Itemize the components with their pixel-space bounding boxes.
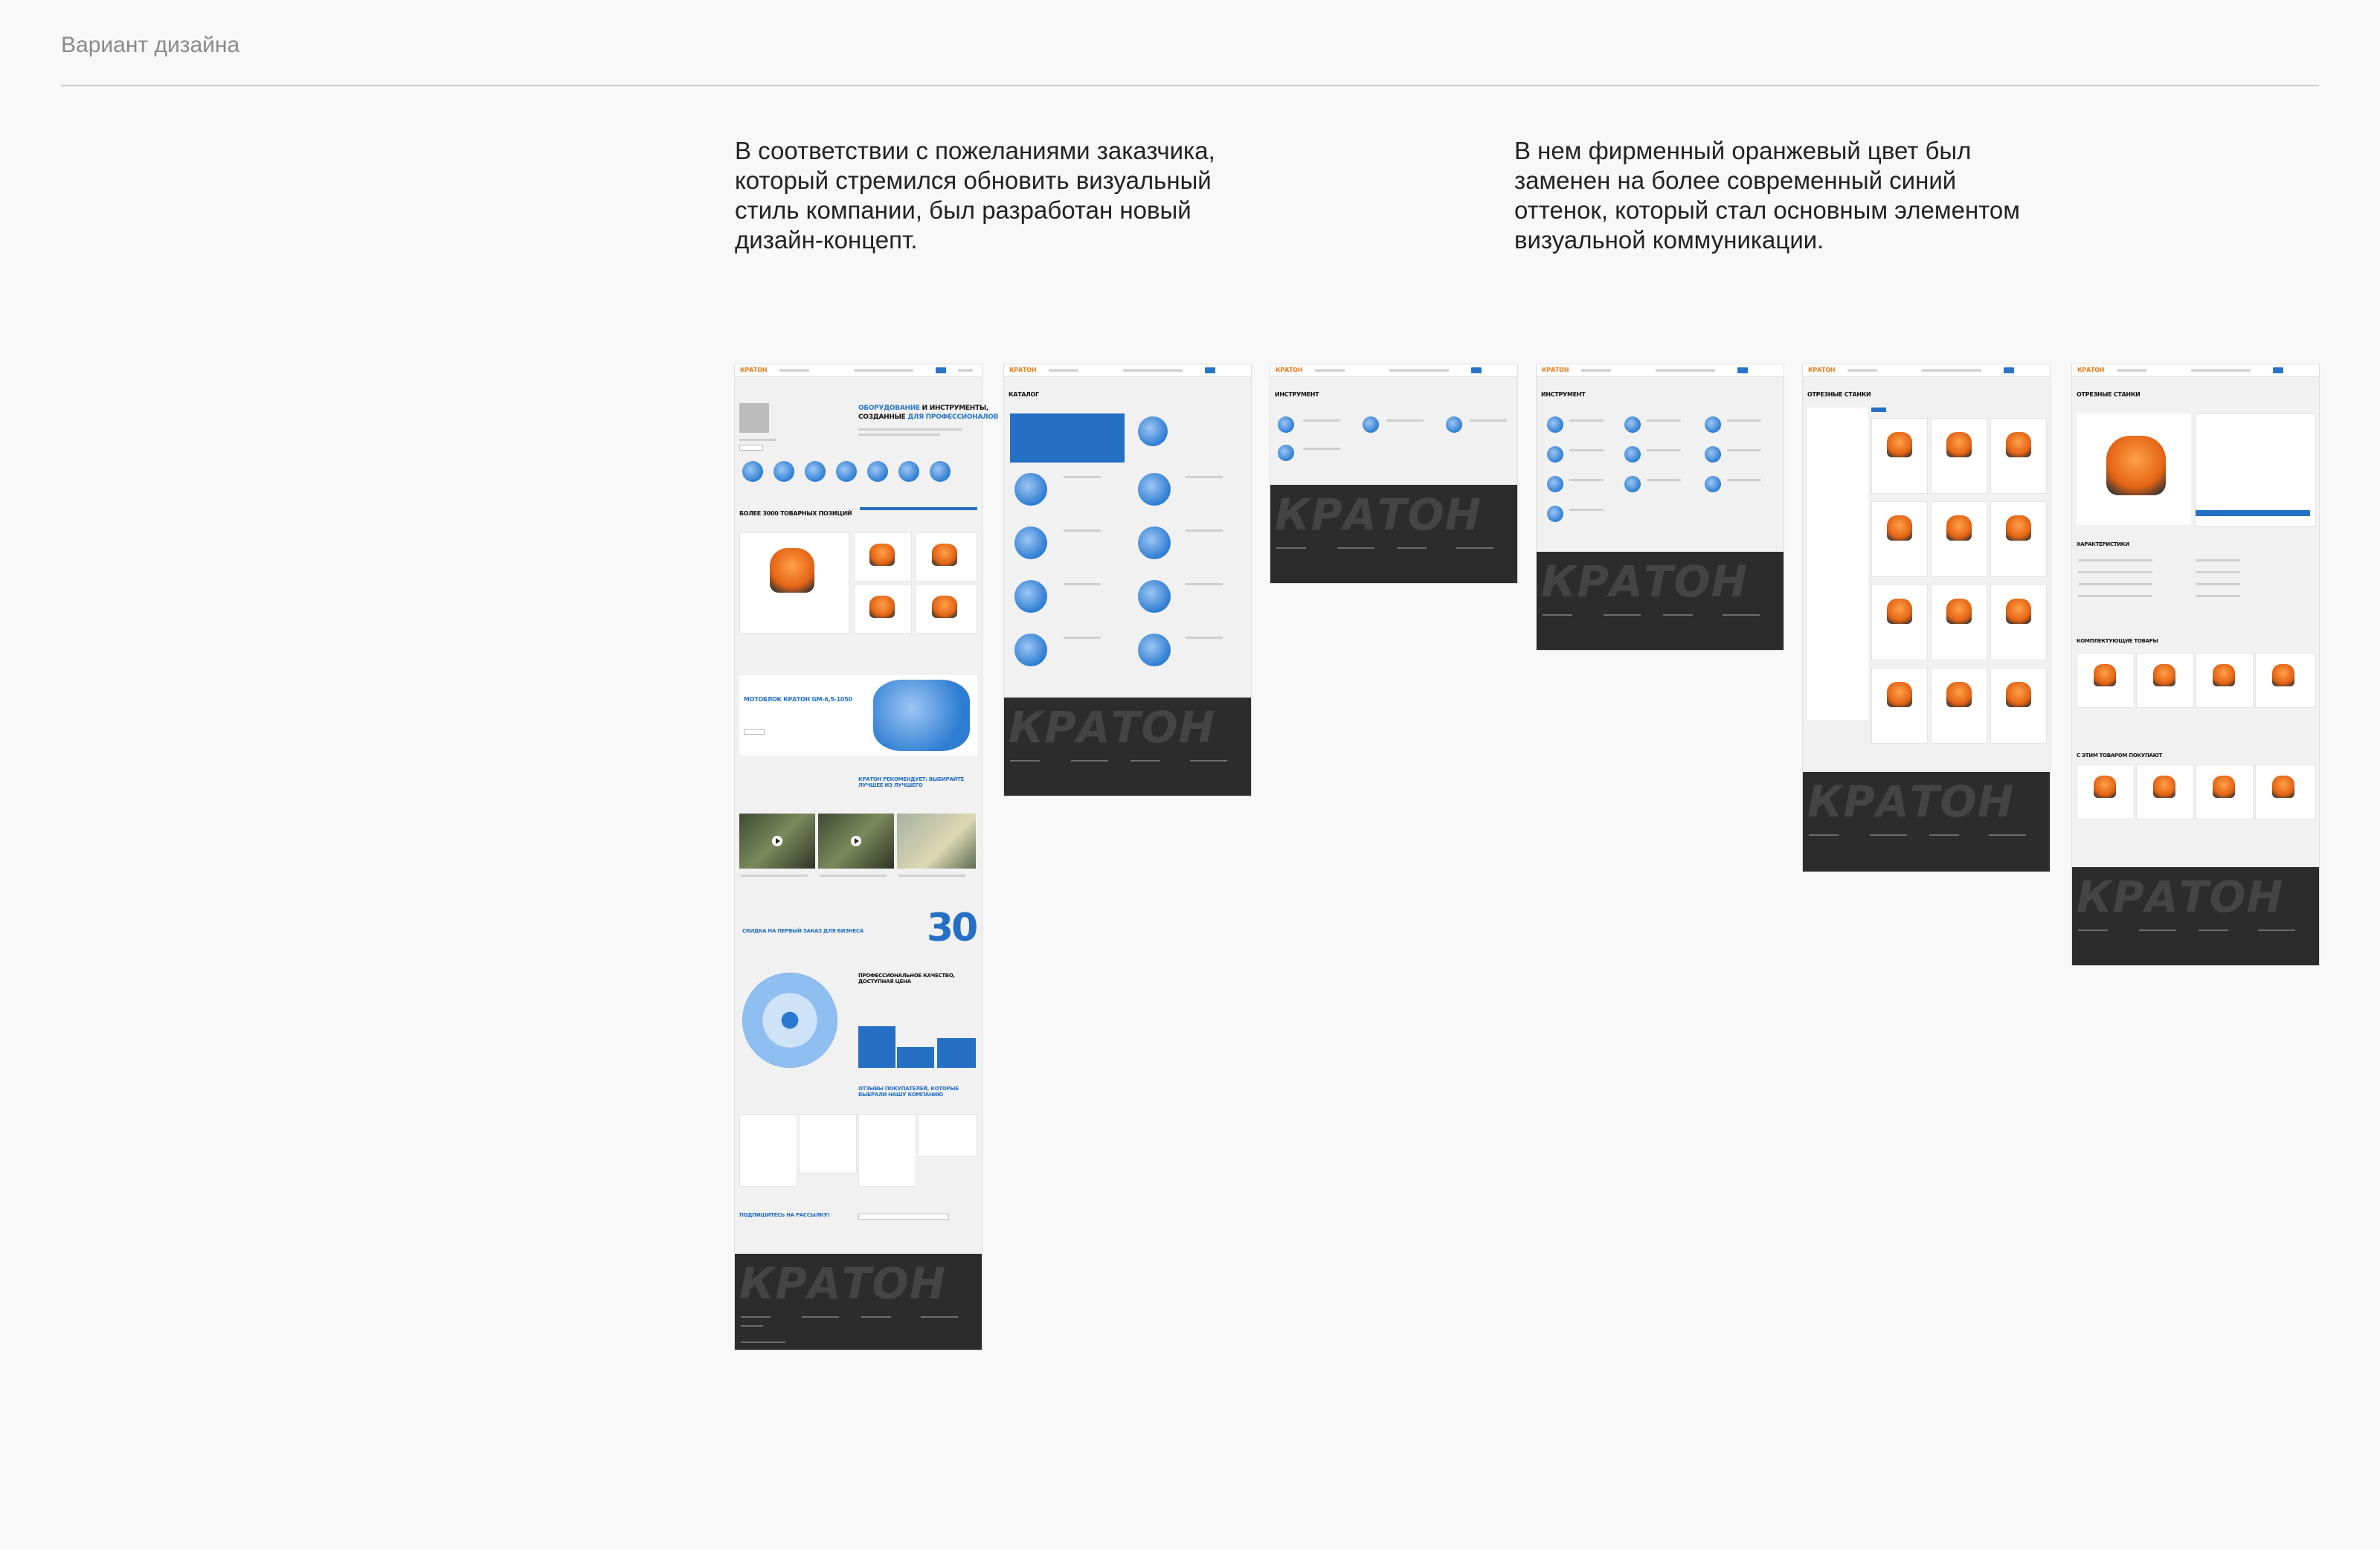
header-divider [61,85,2319,86]
mockup-listing-page: КРАТОН ОТРЕЗНЫЕ СТАНКИ КРАТОН [1803,364,2050,872]
kit-heading: КОМПЛЕКТУЮЩИЕ ТОВАРЫ [2077,638,2158,644]
also-bought-heading: С ЭТИМ ТОВАРОМ ПОКУПАЮТ [2077,753,2163,759]
discount-value: 30 [927,906,977,950]
quality-heading: ПРОФЕССИОНАЛЬНОЕ КАЧЕСТВО, ДОСТУПНАЯ ЦЕНА [858,973,955,985]
tool-icon [867,461,888,482]
tool-icon [805,461,826,482]
add-to-cart-button[interactable] [2196,510,2310,516]
intro-text-left: В соответствии с пожеланиями заказчика, который стремился обновить визуальный стиль компании, был разработан новый дизайн-концепт. [735,137,1215,254]
recommend-heading: КРАТОН РЕКОМЕНДУЕТ: ВЫБИРАЙТЕ ЛУЧШЕЕ ИЗ ЛУЧШЕГО [858,776,964,788]
tools-title: ИНСТРУМЕНТ [1275,391,1319,398]
mockup-tools-page: КРАТОН ИНСТРУМЕНТ КРАТОН [1270,364,1517,583]
mockup-product-page: КРАТОН ОТРЕЗНЫЕ СТАНКИ ХАРАКТЕРИСТИКИ КОМПЛЕКТУЮЩИЕ ТОВАРЫ С ЭТИМ ТОВАРОМ ПОКУПАЮТ КРАТОН [2072,364,2319,965]
hero-title: ОБОРУДОВАНИЕ И ИНСТРУМЕНТЫ, [858,405,988,412]
subscribe-heading: ПОДПИШИТЕСЬ НА РАССЫЛКУ! [739,1212,830,1218]
filters-sidebar [1807,408,1868,720]
specs-heading: ХАРАКТЕРИСТИКИ [2077,541,2129,547]
saw-blade-image [742,973,837,1068]
mockup-header [735,364,982,377]
reviews-heading: ОТЗЫВЫ ПОКУПАТЕЛЕЙ, КОТОРЫЕ ВЫБРАЛИ НАШУ КОМПАНИЮ [858,1086,959,1098]
tool-icon [930,461,951,482]
hero-image [739,403,769,433]
product-gallery [2077,413,2191,525]
tool-icon [774,461,794,482]
tool-icon [742,461,763,482]
catalog-active-category [1010,413,1125,463]
product-title: ОТРЕЗНЫЕ СТАНКИ [2077,391,2141,398]
mockup-footer [735,1254,982,1350]
footer-watermark: КРАТОН [739,1258,947,1309]
mockup-catalog-page: КРАТОН КАТАЛОГ КРАТОН [1004,364,1251,796]
mockup-subcategory-page: КРАТОН ИНСТРУМЕНТ КРАТОН [1537,364,1784,650]
tool-icon [836,461,857,482]
brand-logo: КРАТОН [740,367,768,373]
intro-text-right: В нем фирменный оранжевый цвет был заменен на более современный синий оттенок, который стал основным элементом визуальной коммуникации. [1514,137,2020,254]
tool-icon [898,461,919,482]
page-title: Вариант дизайна [61,33,240,57]
discount-heading: СКИДКА НА ПЕРВЫЙ ЗАКАЗ ДЛЯ БИЗНЕСА [742,928,863,934]
mockup-home-page: КРАТОН ОБОРУДОВАНИЕ И ИНСТРУМЕНТЫ, СОЗДАННЫЕ ДЛЯ ПРОФЕССИОНАЛОВ БОЛЕЕ 3000 ТОВАРНЫХ ПОЗИЦИЙ МОТОБЛОК КРАТОН GM-6,5-1050 КРАТОН РЕКОМЕНДУЕТ: ВЫБИРАЙТЕ ЛУЧШЕЕ ИЗ ЛУЧШЕГО СКИДКА НА ПЕРВЫЙ ЗАКАЗ ДЛЯ БИЗНЕСА 30 ПРОФЕССИОНАЛЬНОЕ КАЧЕСТВО, ДОСТУПНАЯ ЦЕНА ОТЗЫВЫ ПОКУПАТЕЛЕЙ, КОТОРЫЕ ВЫБРАЛИ НАШУ КОМПАНИЮ ПОДПИШИТЕСЬ НА РАССЫЛКУ! КРАТОН [735,364,982,1350]
listing-title: ОТРЕЗНЫЕ СТАНКИ [1807,391,1871,398]
subcategory-title: ИНСТРУМЕНТ [1541,391,1586,398]
catalog-title: КАТАЛОГ [1009,391,1039,398]
promo-banner: МОТОБЛОК КРАТОН GM-6,5-1050 [739,675,977,756]
products-heading: БОЛЕЕ 3000 ТОВАРНЫХ ПОЗИЦИЙ [739,510,852,517]
